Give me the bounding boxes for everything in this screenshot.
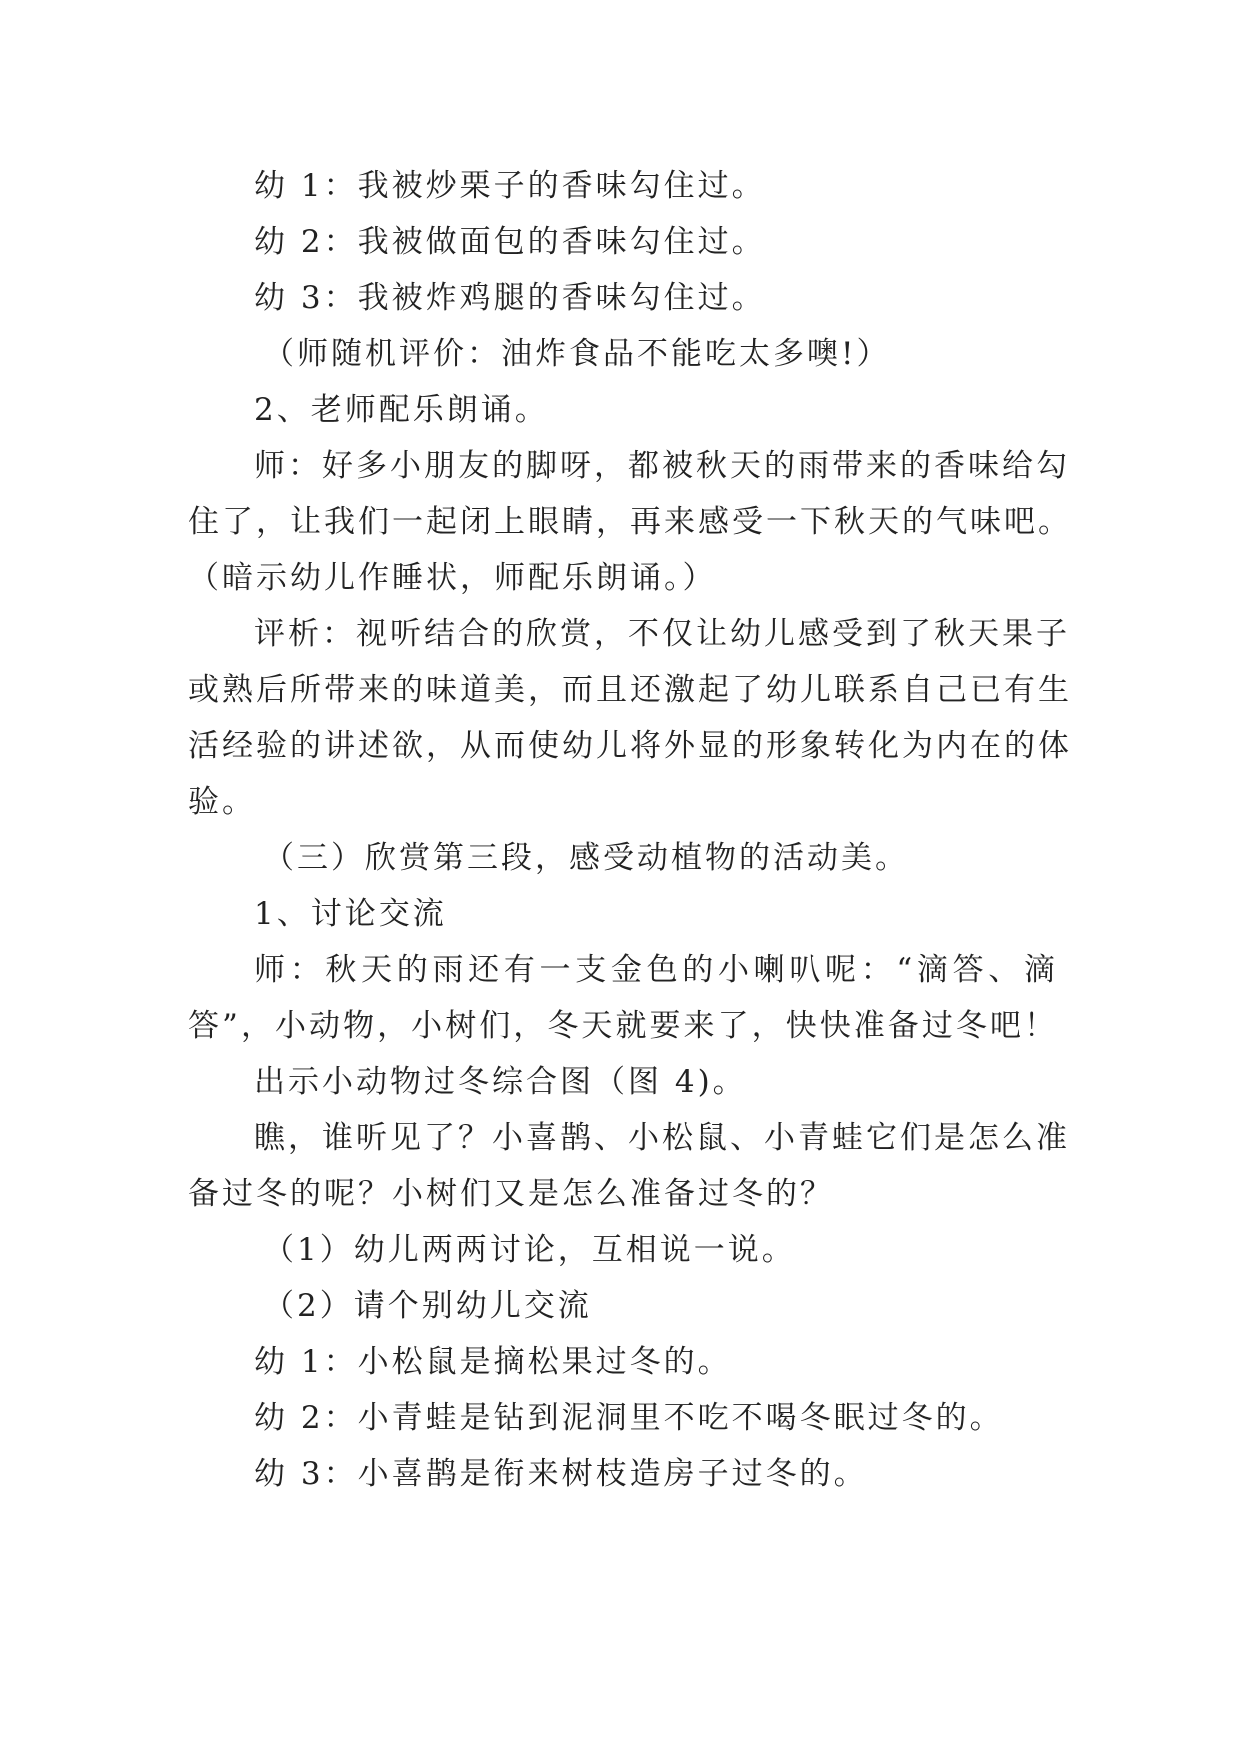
paragraph-line: （暗示幼儿作睡状，师配乐朗诵。） [188, 560, 717, 596]
paragraph-line: 师：秋天的雨还有一支金色的小喇叭呢：“滴答、滴 [254, 952, 1058, 988]
paragraph-line: 备过冬的呢？小树们又是怎么准备过冬的？ [188, 1176, 834, 1212]
dialogue-line-child-3: 幼 3：我被炸鸡腿的香味勾住过。 [254, 280, 766, 316]
analysis-line: 验。 [188, 784, 256, 820]
paragraph-line: 出示小动物过冬综合图（图 4)。 [254, 1064, 747, 1100]
section-heading-discussion: 1、讨论交流 [254, 896, 447, 932]
section-heading-recitation: 2、老师配乐朗诵。 [254, 392, 549, 428]
analysis-line: 或熟后所带来的味道美，而且还激起了幼儿联系自己已有生 [188, 672, 1072, 708]
paragraph-line: 师：好多小朋友的脚呀，都被秋天的雨带来的香味给勾 [254, 448, 1070, 484]
dialogue-line-child-2: 幼 2：小青蛙是钻到泥洞里不吃不喝冬眠过冬的。 [254, 1400, 1004, 1436]
dialogue-line-child-2: 幼 2：我被做面包的香味勾住过。 [254, 224, 766, 260]
list-item-discussion: （1）幼儿两两讨论，互相说一说。 [263, 1232, 796, 1268]
dialogue-line-child-3: 幼 3：小喜鹊是衔来树枝造房子过冬的。 [254, 1456, 868, 1492]
document-body [188, 158, 1072, 1502]
dialogue-line-child-1: 幼 1：我被炒栗子的香味勾住过。 [254, 168, 766, 204]
section-heading-part-three: （三）欣赏第三段，感受动植物的活动美。 [263, 840, 909, 876]
teacher-comment-line: （师随机评价：油炸食品不能吃太多噢!） [263, 336, 891, 372]
paragraph-line: 答”，小动物，小树们，冬天就要来了，快快准备过冬吧！ [188, 1008, 1058, 1044]
list-item-exchange: （2）请个别幼儿交流 [263, 1288, 592, 1324]
dialogue-line-child-1: 幼 1：小松鼠是摘松果过冬的。 [254, 1344, 732, 1380]
paragraph-line: 瞧，谁听见了？小喜鹊、小松鼠、小青蛙它们是怎么准 [254, 1120, 1070, 1156]
analysis-line: 评析：视听结合的欣赏，不仅让幼儿感受到了秋天果子 [254, 616, 1070, 652]
analysis-line: 活经验的讲述欲，从而使幼儿将外显的形象转化为内在的体 [188, 728, 1072, 764]
paragraph-line: 住了，让我们一起闭上眼睛，再来感受一下秋天的气味吧。 [188, 504, 1072, 540]
